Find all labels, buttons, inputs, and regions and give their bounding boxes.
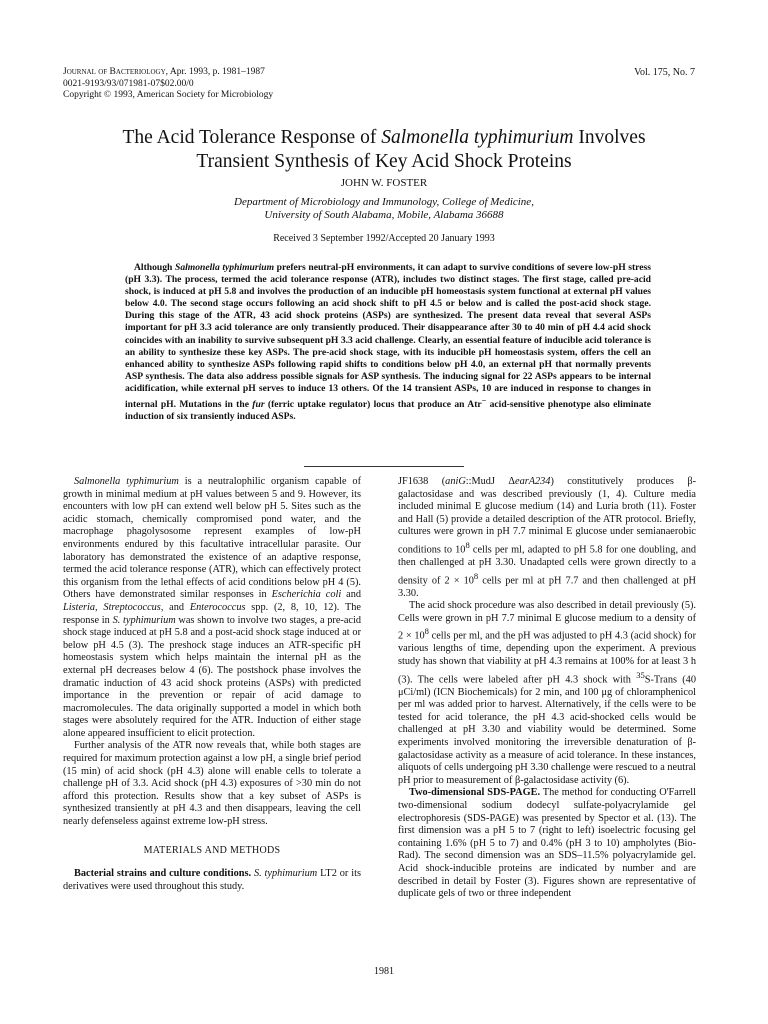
volume-issue: Vol. 175, No. 7 xyxy=(634,67,695,78)
affiliation: Department of Microbiology and Immunology, College of Medicine, University of South Alabama, Mobile, Alabama 36688 xyxy=(234,196,534,221)
section-divider xyxy=(304,466,464,467)
methods-acid-shock-paragraph: The acid shock procedure was also described in detail previously (5). Cells were grown in pH 7.7 minimal E glucose medium to a density of $2 \times 10^8$ cells per ml, and the pH was adjusted to pH 4.3 (acid shock) for various lengths of time, depending upon the experiment. A previous study has shown that viability at pH 4.3 remains at 100% for at least 3 h (3). The cells were labeled after pH 4.3 shock with $^{35}$S-Trans (40 μCi/ml) (ICN Biochemicals) for 2 min, and 100 μg of chloramphenicol per ml was added prior to harvest. Alternatively, if the cells were to be tested for acid tolerance, the pH 4.3 acid-shocked cells would be challenged at pH 3.30 and viability would be determined. Some experiments involved monitoring the irreversible denaturation of β-galactosidase activity as a measure of acid tolerance. In these instances, aliquots of cells undergoing pH 3.30 challenge were rescued to a neutral pH prior to measurement of β-galactosidase activity (6). xyxy=(398,600,696,786)
intro-paragraph-1: Salmonella typhimurium is a neutralophilic organism capable of growth in minimal medium at pH values between 5 and 9. However, its encounters with low pH can extend well below pH 5. Sites such as the acidic stomach, chemically compromised pond water, and the macrophage phagolysosome represent examples of low-pH environments endured by this facultative intracellular parasite. Our laboratory has demonstrated the existence of an adaptive response, termed the acid tolerance response (ATR), which can effectively protect this organism from the lethal effects of acid conditions below pH 4 (5). Others have demonstrated similar responses in Escherichia coli and Listeria, Streptococcus, and Enterococcus spp. (2, 8, 10, 12). The response in S. typhimurium was shown to involve two stages, a pre-acid shock stage induced at pH 5.8 and a post-acid shock stage induced at or below pH 4.5 (3). The preshock stage induces an ATR-specific pH homeostasis system which helps maintain the internal pH as the external pH decreases below 4 (6). The postshock phase involves the dramatic induction of 43 acid shock proteins (ASPs) with predicted importance in the prevention or repair of acid damage to macromolecules. The data originally supported a model in which both stages were absolutely required for the ATR. Induction of either stage alone appeared insufficient to elicit protection. xyxy=(63,476,361,739)
methods-strains-paragraph: Bacterial strains and culture conditions. S. typhimurium LT2 or its derivatives were used throughout this study. xyxy=(63,868,361,892)
journal-name: Journal of Bacteriology xyxy=(63,67,166,77)
title-line-1: The Acid Tolerance Response of Salmonella typhimurium Involves xyxy=(122,127,646,148)
received-dates: Received 3 September 1992/Accepted 20 January 1993 xyxy=(273,233,495,244)
body-column-left xyxy=(63,476,361,893)
intro-paragraph-2: Further analysis of the ATR now reveals that, while both stages are required for maximum protection against a low pH, a single brief period (15 min) of acid shock (pH 4.3) alone will enable cells to tolerate a challenge pH of 3.3. Acid shock (pH 4.3) exposures of >30 min do not afford this protection. Results show that a key subset of ASPs is synthesized transiently at pH 4.3 and then disappears, leaving the cell nearly defenseless against extreme low-pH stress. xyxy=(63,740,361,828)
article-title xyxy=(40,126,728,174)
running-header xyxy=(63,67,273,102)
author-name: JOHN W. FOSTER xyxy=(340,177,428,189)
abstract: Although Salmonella typhimurium prefers neutral-pH environments, it can adapt to survive conditions of severe low-pH stress (pH 3.3). The process, termed the acid tolerance response (ATR), includes two distinct stages. The first stage, called pre-acid shock, is induced at pH 5.8 and involves the production of an inducible pH homeostasis system functional at external pH values below 4.0. The second stage occurs following an acid shock shift to pH 4.5 or below and is called the post-acid shock stage. During this stage of the ATR, 43 acid shock proteins (ASPs) are synthesized. The present data reveal that several ASPs important for pH 3.3 acid tolerance are only transiently produced. Their disappearance after 30 to 40 min of pH 4.4 acid shock coincides with an inability to survive subsequent pH 3.3 acid challenge. Clearly, an essential feature of inducible acid tolerance is an ability to synthesize these key ASPs. The pre-acid shock stage, with its inducible pH homeostasis system, offers the cell an enhanced ability to synthesize ASPs following rapid shifts to conditions below pH 4.0, an external pH that normally prevents ASP synthesis. The data also address possible signals for ASP synthesis. The inducing signal for 22 ASPs appears to be internal acidification, while external pH serves to induce 13 others. Of the 14 transient ASPs, 10 are induced in response to changes in internal pH. Mutations in the fur (ferric uptake regulator) locus that produce an Atr− acid-sensitive phenotype also eliminate induction of six transiently induced ASPs. xyxy=(125,262,651,423)
issn-line: 0021-9193/93/071981-07$02.00/0 xyxy=(63,78,194,89)
journal-citation: Journal of Bacteriology, Apr. 1993, p. 1981–1987 xyxy=(63,67,265,77)
title-line-2: Transient Synthesis of Key Acid Shock Proteins xyxy=(196,151,572,172)
body-column-right xyxy=(398,476,696,901)
methods-sds-page-paragraph: Two-dimensional SDS-PAGE. The method for conducting O'Farrell two-dimensional sodium dodecyl sulfate-polyacrylamide gel electrophoresis (SDS-PAGE) was presented by Spector et al. (13). The first dimension was a pH 5 to 7 (right to left) isoelectric focusing gel containing 1.6% (pH 5 to 7) and 0.4% (pH 3 to 10) ampholytes (Bio-Rad). The second dimension was an SDS–11.5% polyacrylamide gel. Acid shock-inducible proteins are indicated by number and are described in detail by Foster (3). Figures shown are representative of duplicate gels of two or three independent xyxy=(398,787,697,900)
page-number: 1981 xyxy=(374,966,394,977)
methods-strains-continued: JF1638 (aniG::MudJ ΔearA234) constitutively produces β-galactosidase and was described previously (1, 4). Culture media included minimal E glucose medium (14) and Luria broth (11). Foster and Hall (5) provide a detailed description of the ATR protocol. Briefly, cultures were grown in pH 7.7 minimal E glucose under semianaerobic conditions to $10^8$ cells per ml, adapted to pH 5.8 for one doubling, and then challenged at pH 3.30. Unadapted cells were grown directly to a density of $2 \times 10^8$ cells per ml at pH 7.7 and then challenged at pH 3.30. xyxy=(398,476,697,599)
copyright-line: Copyright © 1993, American Society for Microbiology xyxy=(63,90,274,100)
section-heading-methods: MATERIALS AND METHODS xyxy=(143,844,281,856)
